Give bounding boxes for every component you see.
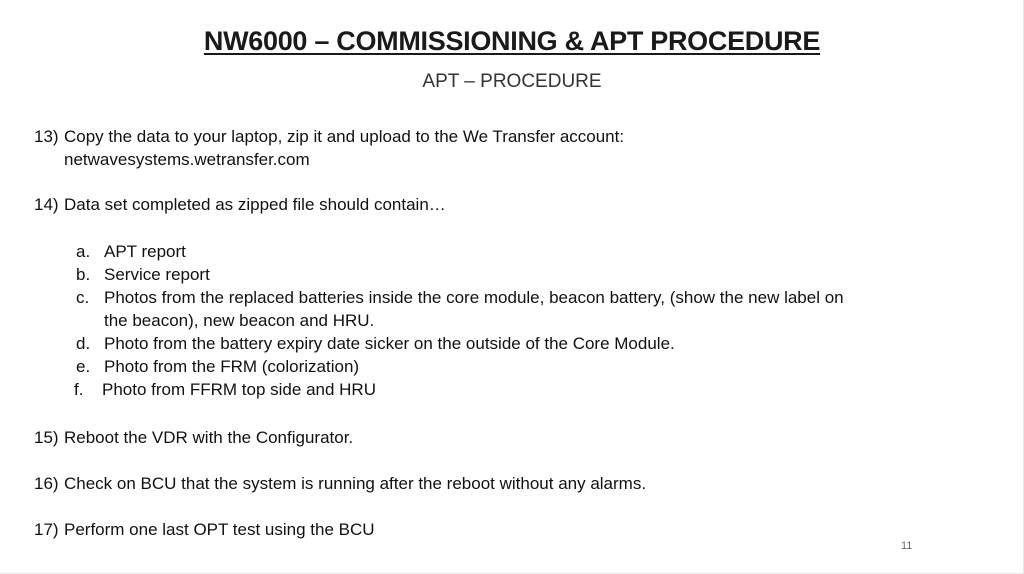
item-text: Photo from the FRM (colorization) — [104, 357, 360, 376]
step-text: Reboot the VDR with the Configurator. — [64, 428, 354, 447]
item-text: the beacon), new beacon and HRU. — [104, 311, 375, 330]
step-text: Data set completed as zipped file should contain… — [64, 195, 446, 214]
item-letter: f. — [74, 380, 84, 399]
step-url: netwavesystems.wetransfer.com — [64, 150, 310, 169]
item-letter: d. — [76, 334, 91, 353]
item-letter: b. — [76, 265, 91, 284]
item-text: APT report — [104, 242, 186, 261]
step-text: Perform one last OPT test using the BCU — [64, 520, 375, 539]
step-text: Check on BCU that the system is running after the reboot without any alarms. — [64, 474, 647, 493]
step-number: 13) — [34, 127, 59, 146]
item-letter: e. — [76, 357, 91, 376]
slide-title: NW6000 – COMMISSIONING & APT PROCEDURE — [203, 26, 821, 56]
step-number: 17) — [34, 520, 59, 539]
item-text: Photo from FFRM top side and HRU — [102, 380, 376, 399]
step-number: 15) — [34, 428, 59, 447]
step-number: 14) — [34, 195, 59, 214]
step-number: 16) — [34, 474, 59, 493]
item-letter: a. — [76, 242, 91, 261]
slide-subtitle — [0, 71, 1024, 93]
page-number: 11 — [901, 540, 913, 552]
step-text: Copy the data to your laptop, zip it and upload to the We Transfer account: — [64, 127, 625, 146]
item-text: Photos from the replaced batteries inside the core module, beacon battery, (show the new label on — [104, 288, 844, 307]
item-text: Service report — [104, 265, 210, 284]
item-letter: c. — [76, 288, 90, 307]
item-text: Photo from the battery expiry date sicker on the outside of the Core Module. — [104, 334, 675, 353]
subtitle-text: APT – PROCEDURE — [422, 71, 602, 92]
